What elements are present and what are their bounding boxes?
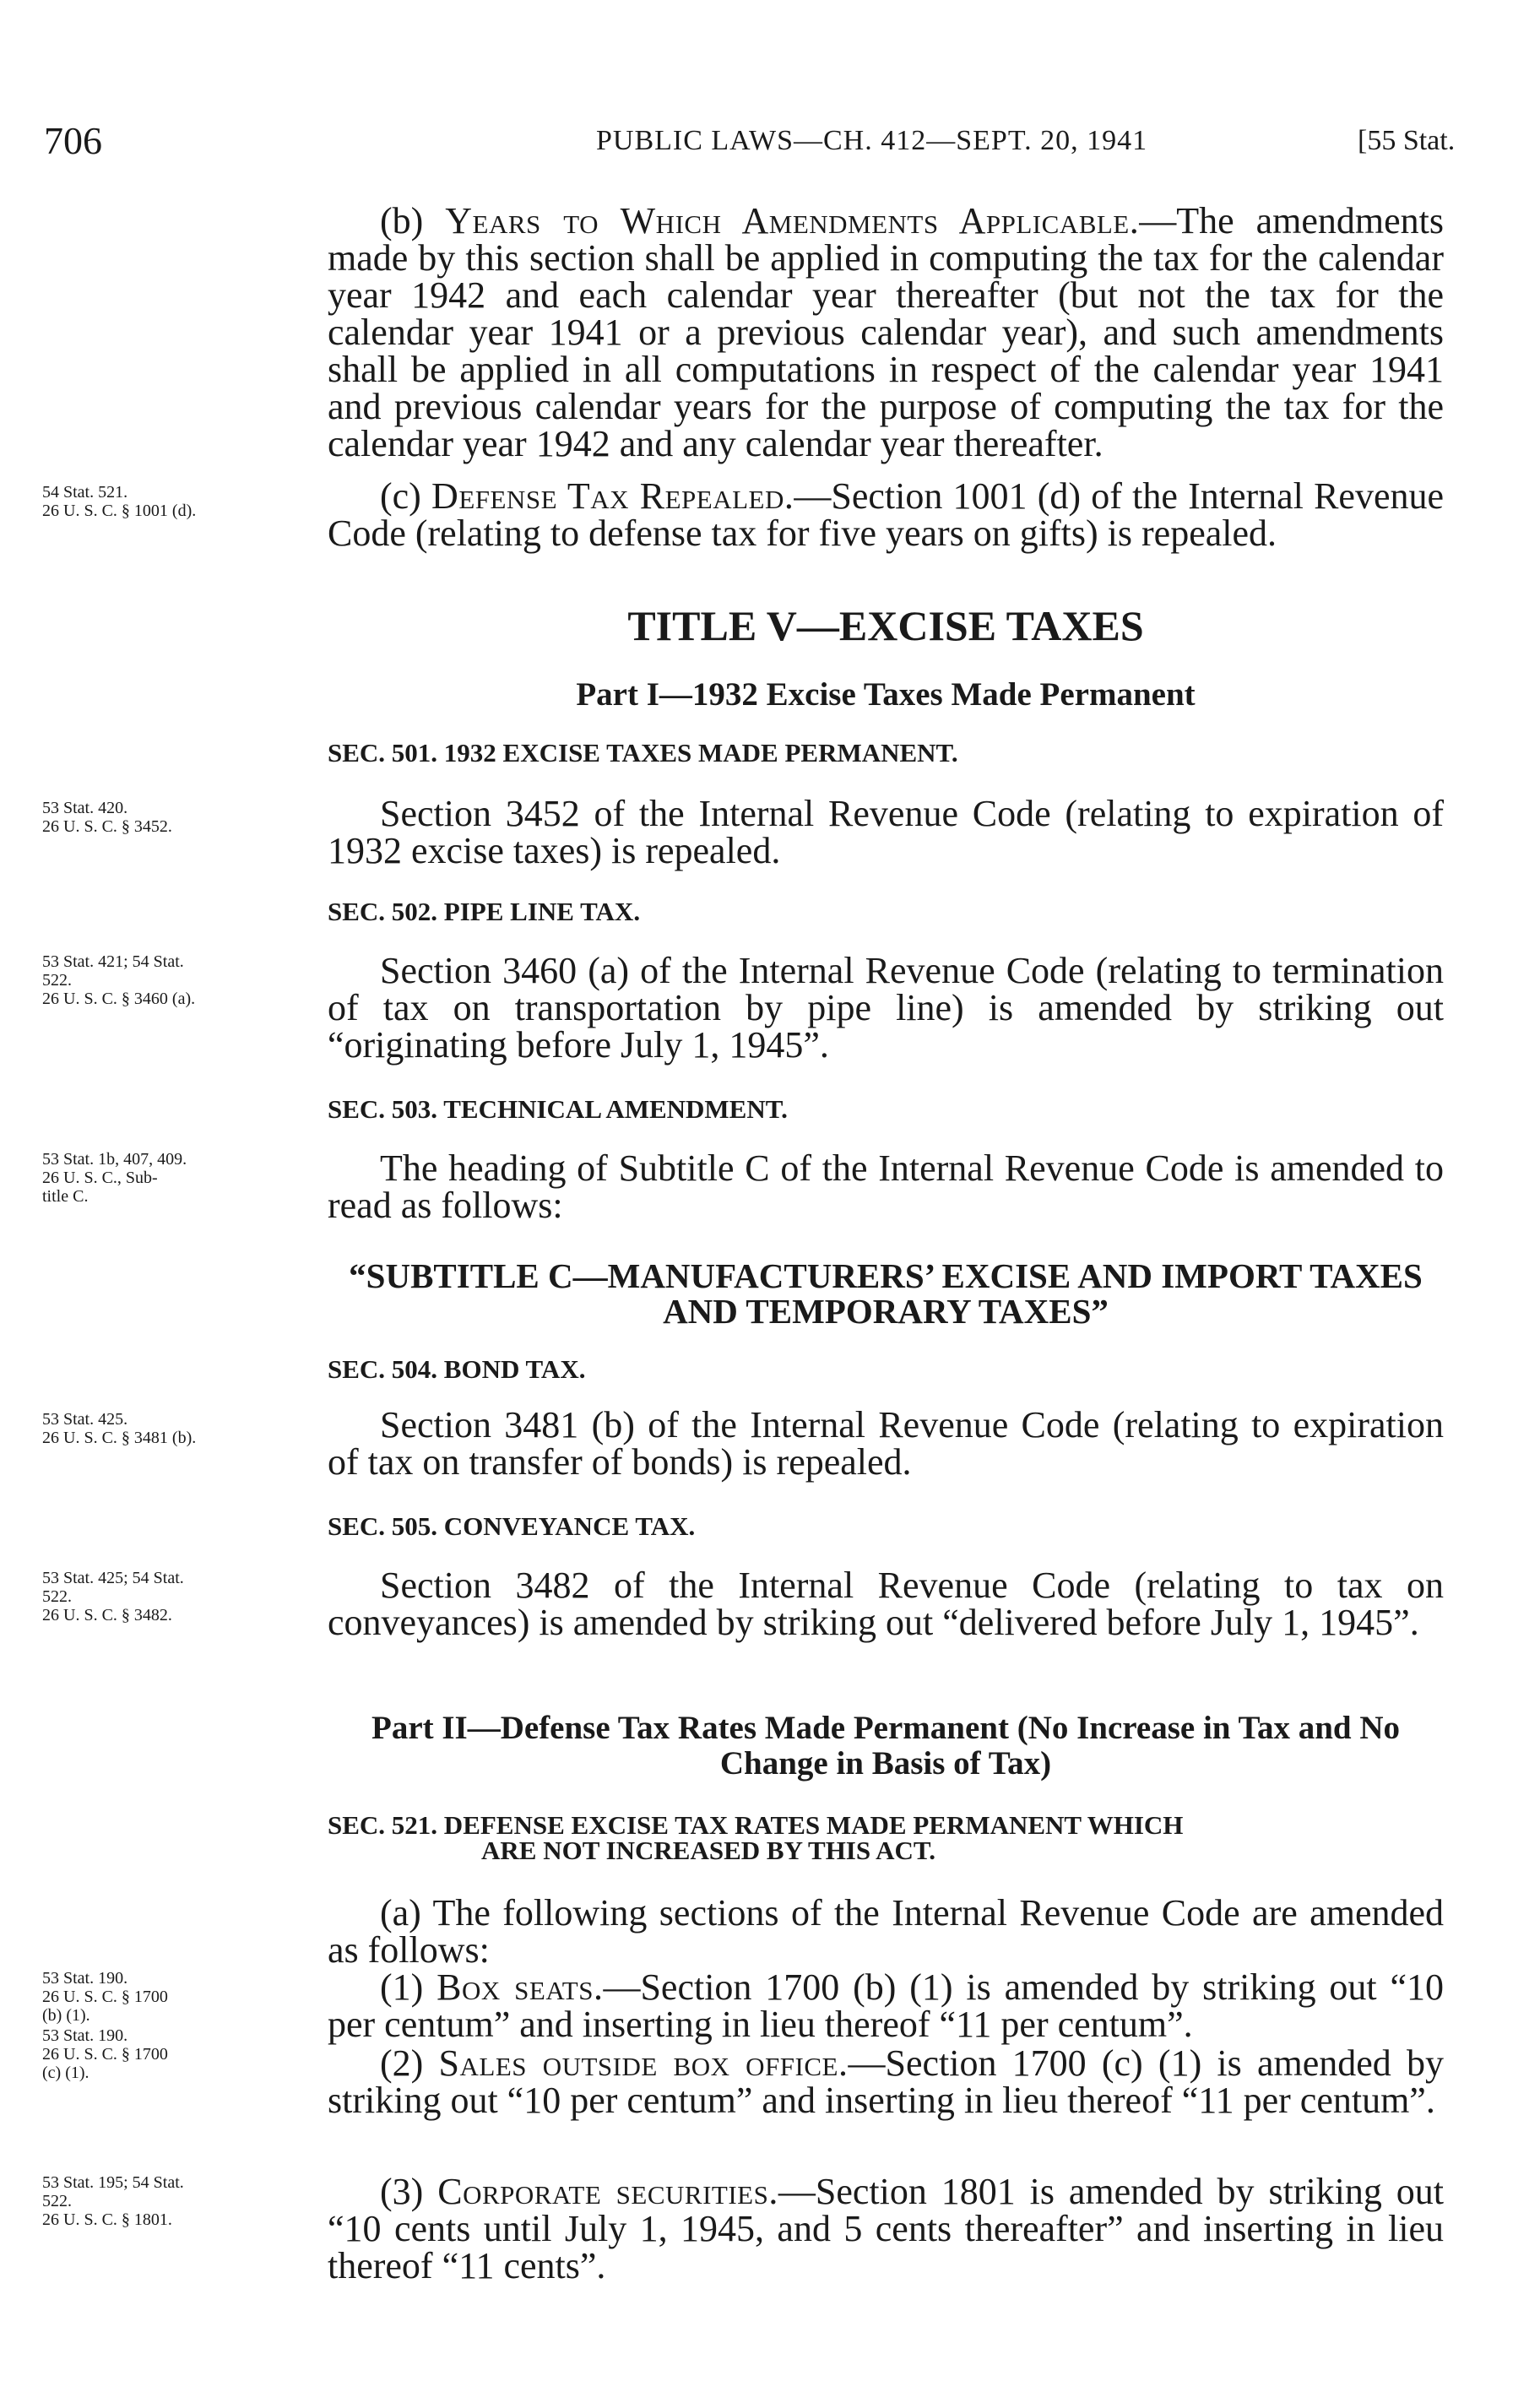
section-503-text: The heading of Subtitle C of the Internal Revenue Code is amended to read as follows: [328,1147,1444,1226]
part-heading: Part I—1932 Excise Taxes Made Permanent [576,676,1196,713]
section-heading: SEC. 503. TECHNICAL AMENDMENT. [328,1094,788,1124]
paragraph-c [328,475,1445,554]
paragraph-b-heading: Years to Which Amendments Applicable. [445,200,1140,241]
running-title: PUBLIC LAWS—CH. 412—SEPT. 20, 1941 [596,125,1148,156]
margin-note: 53 Stat. 195; 54 Stat. 522. 26 U. S. C. § 1801. [42,2173,184,2229]
margin-note: 53 Stat. 425; 54 Stat. 522. 26 U. S. C. § 3482. [42,1569,184,1624]
paragraph-c-heading: Defense Tax Repealed. [431,475,794,517]
paragraph-b [328,200,1444,464]
margin-note: 54 Stat. 521. 26 U. S. C. § 1001 (d). [42,483,197,520]
section-501-text: Section 3452 of the Internal Revenue Code (relating to expiration of 1932 excise taxes) is repealed. [328,793,1444,871]
list-item: (2) Sales outside box office.—Section 1700 (c) (1) is amended by striking out “10 per centum” and inserting in lieu thereof “11 per centum”. [328,2042,1445,2121]
section-heading: SEC. 505. CONVEYANCE TAX. [328,1511,696,1541]
section-heading-continued: ARE NOT INCREASED BY THIS ACT. [481,1836,936,1865]
section-heading: SEC. 502. PIPE LINE TAX. [328,897,641,926]
paragraph-b-text: —The amendments made by this section shall be applied in computing the tax for the calendar year 1942 and each calendar year thereafter (but not the tax for the calendar year 1941 or a previous calendar year), and such amendments shall be applied in all computations in respect of the calendar year 1941 and previous calendar years for the purpose of computing the tax for the calendar year 1942 and any calendar year thereafter. [328,200,1444,464]
margin-note: 53 Stat. 425. 26 U. S. C. § 3481 (b). [42,1410,197,1447]
list-item: (1) Box seats.—Section 1700 (b) (1) is amended by striking out “10 per centum” and inserting in lieu thereof “11 per centum”. [328,1966,1445,2045]
section-heading: SEC. 521. DEFENSE EXCISE TAX RATES MADE PERMANENT WHICH [328,1810,1184,1840]
list-item: (3) Corporate securities.—Section 1801 is amended by striking out “10 cents until July 1, 1945, and 5 cents thereafter” and inserting in lieu thereof “11 cents”. [328,2171,1445,2286]
section-502-text: Section 3460 (a) of the Internal Revenue Code (relating to termination of tax on transportation by pipe line) is amended by striking out “originating before July 1, 1945”. [328,950,1444,1066]
volume-reference: [55 Stat. [1358,125,1456,156]
section-heading: SEC. 504. BOND TAX. [328,1354,586,1384]
page-number: 706 [44,119,102,162]
section-heading: SEC. 501. 1932 EXCISE TAXES MADE PERMANENT. [328,738,958,767]
margin-note: 53 Stat. 190. 26 U. S. C. § 1700 (c) (1). [42,2026,168,2082]
paragraph-c-text: —Section 1001 (d) of the Internal Revenue Code (relating to defense tax for five years on gifts) is repealed. [328,475,1445,554]
title-heading: TITLE V—EXCISE TAXES [627,602,1144,649]
margin-note: 53 Stat. 190. 26 U. S. C. § 1700 (b) (1). [42,1969,168,2025]
margin-note: 53 Stat. 420. 26 U. S. C. § 3452. [42,799,172,836]
section-505-text: Section 3482 of the Internal Revenue Code (relating to tax on conveyances) is amended by striking out “delivered before July 1, 1945”. [328,1565,1444,1643]
section-504-text: Section 3481 (b) of the Internal Revenue Code (relating to expiration of tax on transfer of bonds) is repealed. [328,1404,1444,1483]
margin-note: 53 Stat. 421; 54 Stat. 522. 26 U. S. C. § 3460 (a). [42,952,196,1008]
paragraph-c-label: (c) [380,475,421,517]
subtitle-quote: “SUBTITLE C—MANUFACTURERS’ EXCISE AND IMPORT TAXES AND TEMPORARY TAXES” [349,1256,1423,1331]
margin-note: 53 Stat. 1b, 407, 409. 26 U. S. C., Sub- title C. [42,1150,187,1206]
paragraph-b-label: (b) [380,200,424,241]
section-521-intro: (a) The following sections of the Internal Revenue Code are amended as follows: [328,1892,1444,1971]
part-heading: Part II—Defense Tax Rates Made Permanent (No Increase in Tax and No Change in Basis of Tax) [371,1710,1400,1782]
